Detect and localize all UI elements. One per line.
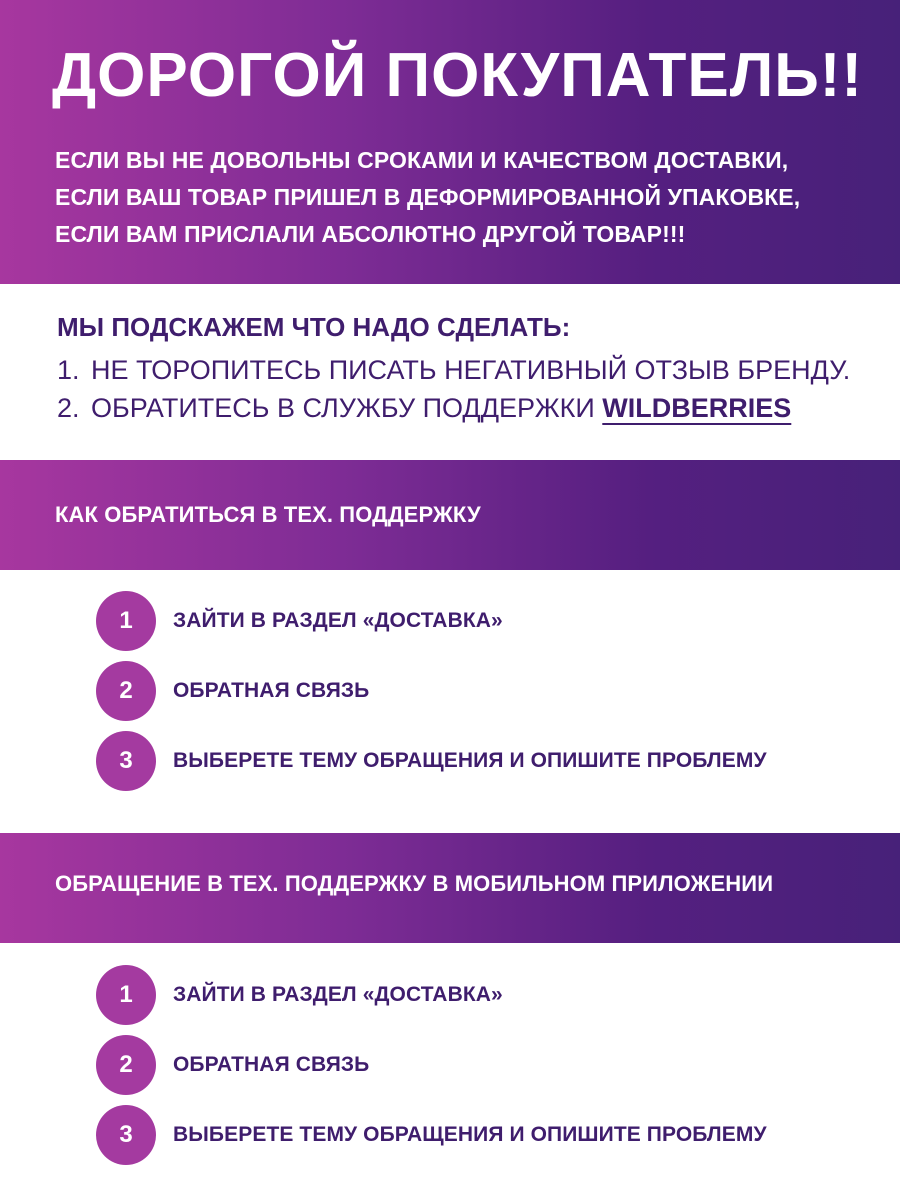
header-condition-line: ЕСЛИ ВЫ НЕ ДОВОЛЬНЫ СРОКАМИ И КАЧЕСТВОМ ДОСТАВКИ,	[55, 147, 789, 173]
step-number-badge: 3	[96, 731, 156, 791]
header-conditions	[55, 142, 875, 253]
advice-item	[57, 352, 850, 388]
step-item	[96, 964, 503, 1026]
step-item	[96, 1104, 767, 1166]
step-item	[96, 1034, 369, 1096]
advice-title: МЫ ПОДСКАЖЕМ ЧТО НАДО СДЕЛАТЬ:	[57, 312, 571, 342]
step-text: ОБРАТНАЯ СВЯЗЬ	[173, 1053, 370, 1076]
step-item	[96, 660, 369, 722]
advice-item-number: 1.	[57, 355, 80, 385]
header-condition-line: ЕСЛИ ВАМ ПРИСЛАЛИ АБСОЛЮТНО ДРУГОЙ ТОВАР!!!	[55, 221, 686, 247]
step-text: ВЫБЕРЕТЕ ТЕМУ ОБРАЩЕНИЯ И ОПИШИТЕ ПРОБЛЕМУ	[173, 749, 767, 772]
step-number-badge: 2	[96, 661, 156, 721]
section-title: ОБРАЩЕНИЕ В ТЕХ. ПОДДЕРЖКУ В МОБИЛЬНОМ ПРИЛОЖЕНИИ	[55, 871, 774, 896]
advice-item	[57, 390, 791, 426]
step-number-badge: 1	[96, 965, 156, 1025]
step-text: ВЫБЕРЕТЕ ТЕМУ ОБРАЩЕНИЯ И ОПИШИТЕ ПРОБЛЕМУ	[173, 1123, 767, 1146]
step-number-badge: 1	[96, 591, 156, 651]
section-heading-mobile-support	[0, 833, 900, 943]
advice-item-text: ОБРАТИТЕСЬ В СЛУЖБУ ПОДДЕРЖКИ	[91, 393, 595, 423]
step-text: ЗАЙТИ В РАЗДЕЛ «ДОСТАВКА»	[173, 983, 503, 1006]
page-title: ДОРОГОЙ ПОКУПАТЕЛЬ!!	[52, 41, 864, 110]
advice-item-number: 2.	[57, 393, 80, 423]
step-number-badge: 2	[96, 1035, 156, 1095]
step-item	[96, 590, 503, 652]
header-banner	[0, 0, 900, 284]
wildberries-brand-link[interactable]: WILDBERRIES	[602, 393, 792, 423]
step-number-badge: 3	[96, 1105, 156, 1165]
header-condition-line: ЕСЛИ ВАШ ТОВАР ПРИШЕЛ В ДЕФОРМИРОВАННОЙ УПАКОВКЕ,	[55, 184, 801, 210]
advice-section	[0, 284, 900, 460]
step-item	[96, 730, 767, 792]
section-heading-support	[0, 460, 900, 570]
advice-item-text: НЕ ТОРОПИТЕСЬ ПИСАТЬ НЕГАТИВНЫЙ ОТЗЫВ БРЕНДУ.	[91, 355, 851, 385]
step-text: ОБРАТНАЯ СВЯЗЬ	[173, 679, 370, 702]
section-title: КАК ОБРАТИТЬСЯ В ТЕХ. ПОДДЕРЖКУ	[55, 502, 481, 527]
step-text: ЗАЙТИ В РАЗДЕЛ «ДОСТАВКА»	[173, 609, 503, 632]
